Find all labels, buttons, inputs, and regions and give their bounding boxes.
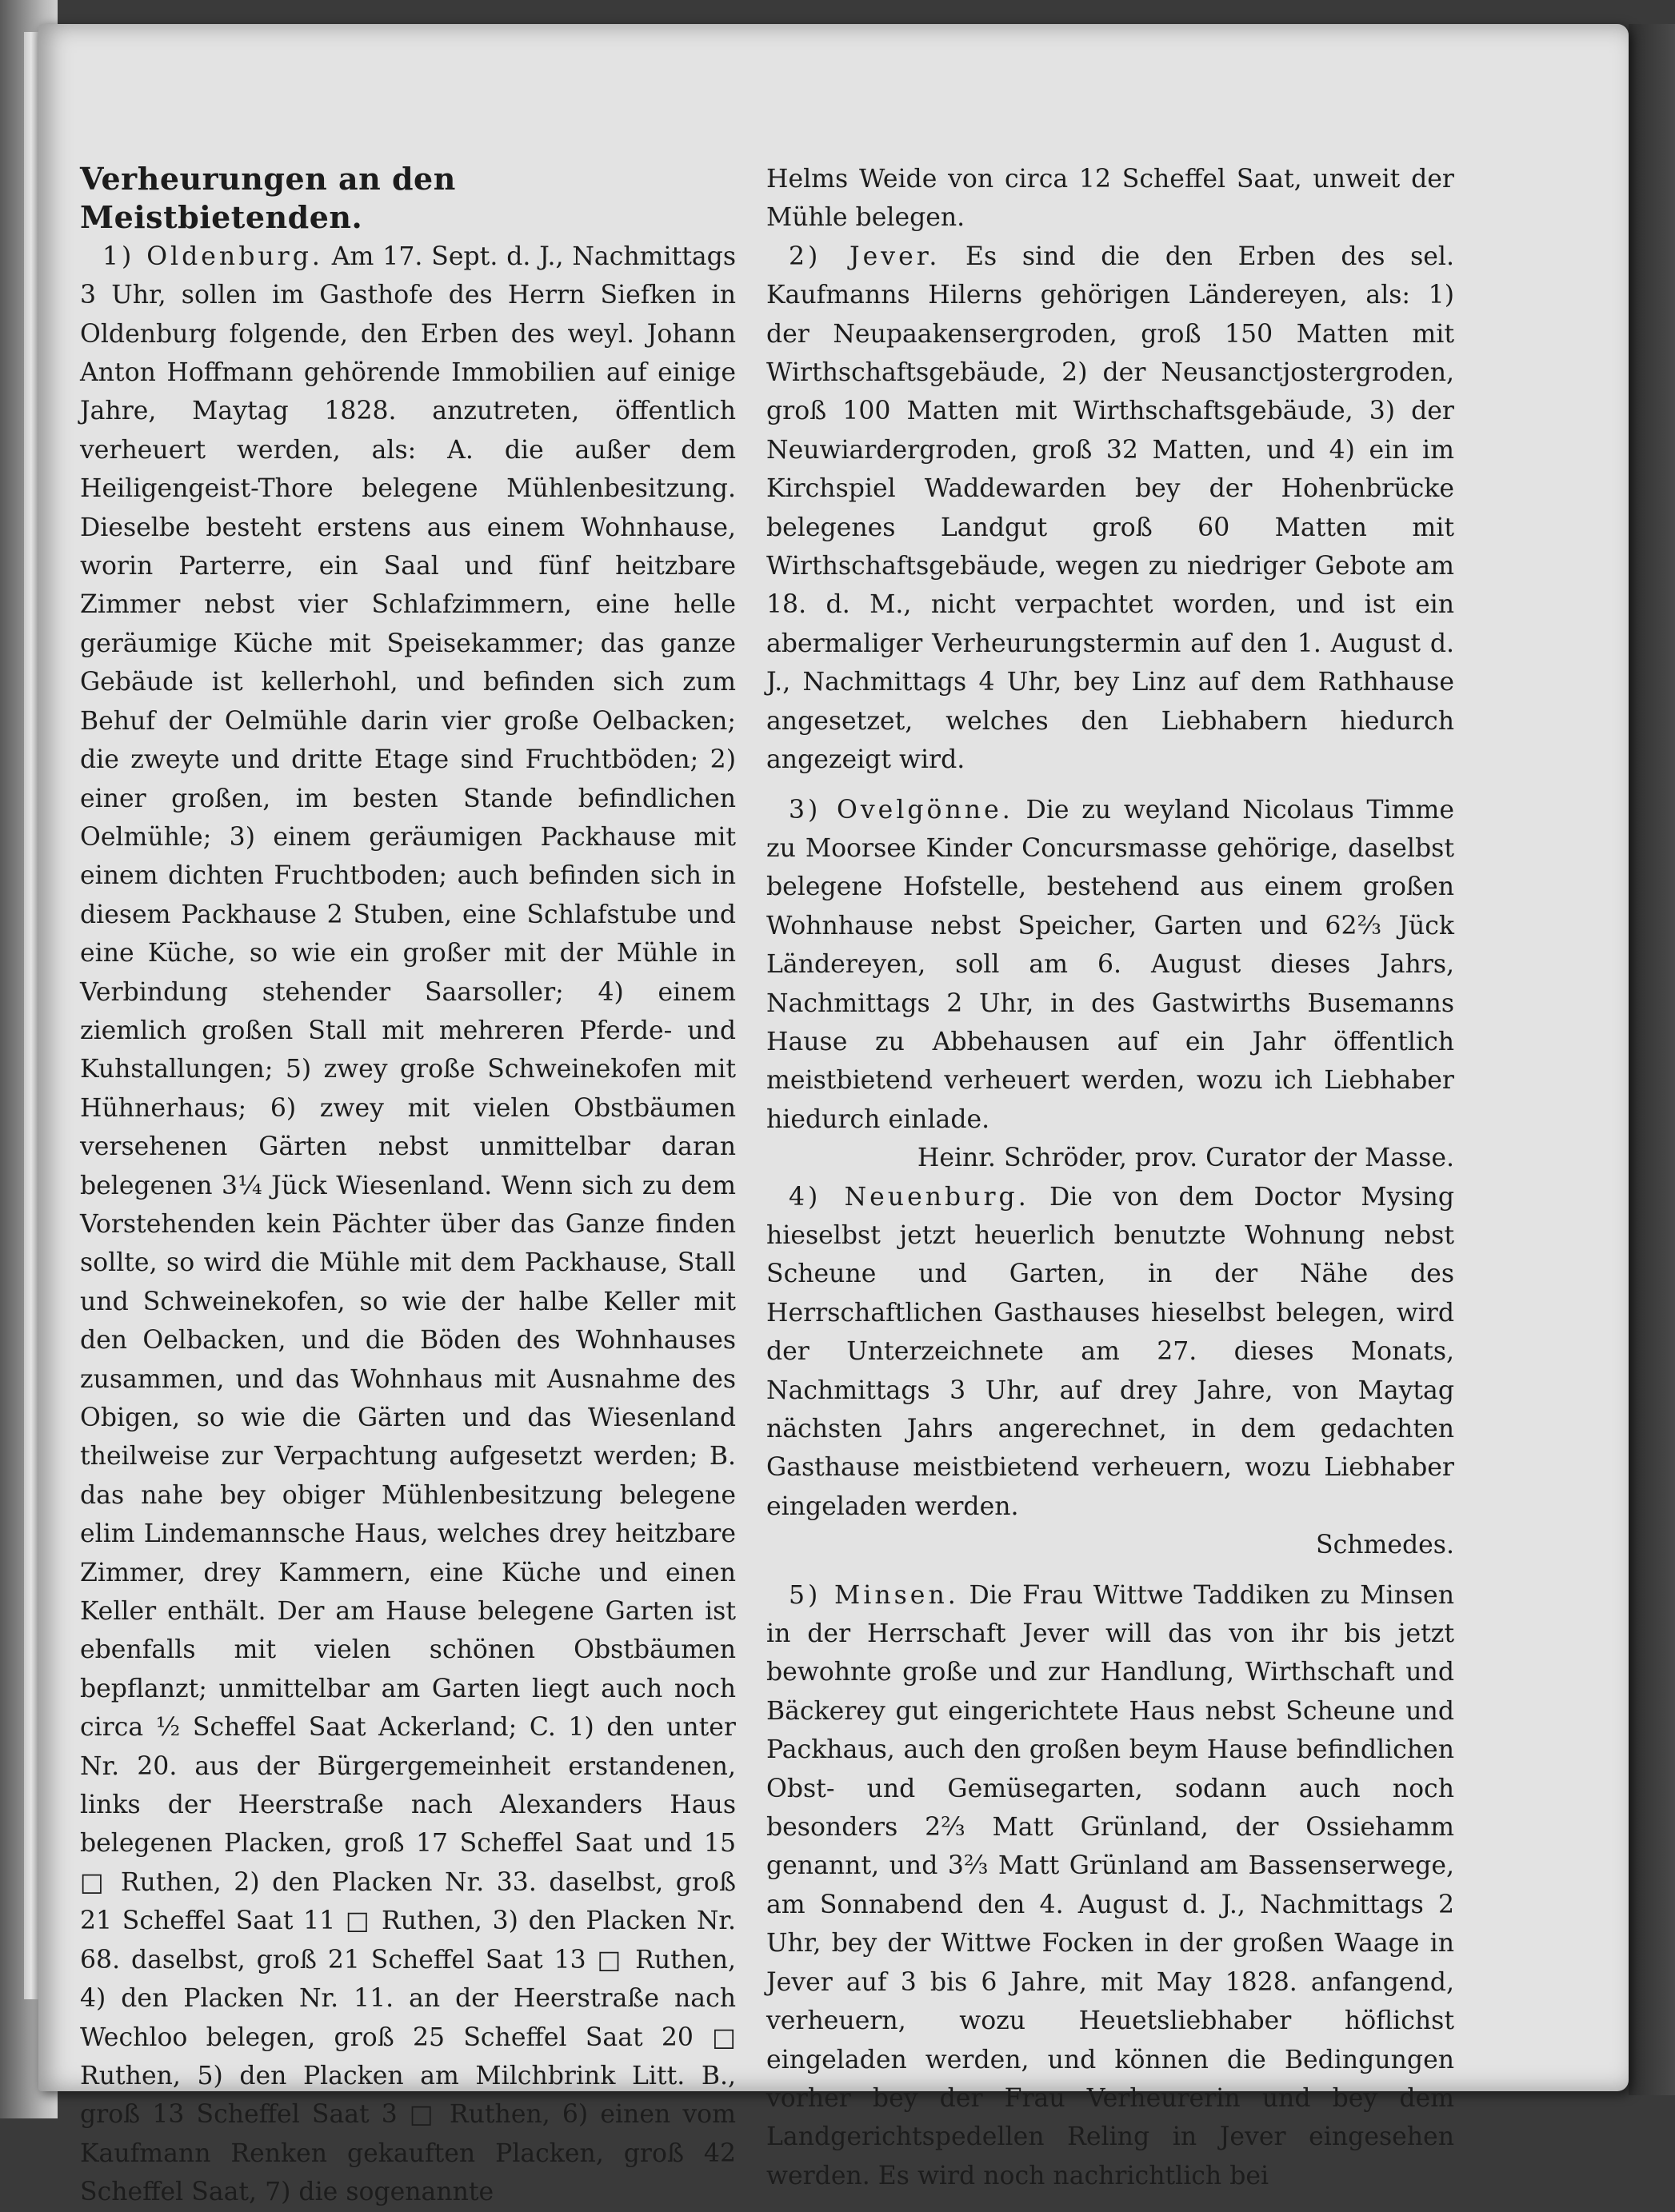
entry-place: 2) Jever. — [789, 242, 941, 271]
scan-background — [1629, 24, 1675, 2095]
entry-text: Am 17. Sept. d. J., Nachmittags 3 Uhr, sollen im Gasthofe des Herrn Siefken in Oldenburg folgende, den Erben des weyl. Johann Anton Hoffmann gehörende Immobilien auf einige Jahre, Maytag 1828. anzutreten, öffentlich verheuert werden, als: A. die außer dem Heiligengeist-Thore belegene Mühlenbesitzung. Dieselbe besteht erstens aus einem Wohnhause, worin Parterre, ein Saal und fünf heitzbare Zimmer nebst vier Schlafzimmern, eine helle geräumige Küche mit Speisekammer; das ganze Gebäude ist kellerhohl, und befinden sich zum Behuf der Oelmühle darin vier große Oelbacken; die zweyte und dritte Etage sind Fruchtböden; 2) einer großen, im besten Stande befindlichen Oelmühle; 3) einem geräumigen Packhause mit einem dichten Fruchtboden; auch befinden sich in diesem Packhause 2 Stuben, eine Schlafstube und eine Küche, so wie ein großer mit der Mühle in Verbindung stehender Saarsoller; 4) einem ziemlich großen Stall mit mehreren Pferde- und Kuhstallungen; 5) zwey große Schweinekofen mit Hühnerhaus; 6) zwey mit vielen Obstbäumen versehenen Gärten nebst unmittelbar daran belegenen 3¼ Jück Wiesenland. Wenn sich zu dem Vorstehenden kein Pächter über das Ganze finden sollte, so wird die Mühle mit dem Packhause, Stall und Schweinekofen, so wie der halbe Keller mit den Oelbacken, und die Böden des Wohnhauses zusammen, und das Wohnhaus mit Ausnahme des Obigen, so wie die Gärten und das Wiesenland theilweise zur Verpachtung aufgesetzt werden; B. das nahe bey obiger Mühlenbesitzung belegene elim Lindemannsche Haus, welches drey heitzbare Zimmer, drey Kammern, eine Küche und einen Keller enthält. Der am Hause belegene Garten ist ebenfalls mit vielen schönen Obstbäumen bepflanzt; unmittelbar am Garten liegt auch noch circa ½ Scheffel Saat Ackerland; C. 1) den unter Nr. 20. aus der Bürgergemeinheit erstandenen, links der Heerstraße nach Alexanders Haus belegenen Placken, groß 17 Scheffel Saat und 15 □ Ruthen, 2) den Placken Nr. 33. daselbst, groß 21 Scheffel Saat 11 □ Ruthen, 3) den Placken Nr. 68. daselbst, groß 21 Scheffel Saat 13 □ Ruthen, 4) den Placken Nr. 11. an der Heerstraße nach Wechloo belegen, groß 25 Scheffel Saat 20 □ Ruthen, 5) den Placken am Milchbrink Litt. B., groß 13 Scheffel Saat 3 □ Ruthen, 6) einen vom Kaufmann Renken gekauften Placken, groß 42 Scheffel Saat, 7) die sogenannte — [80, 242, 737, 2207]
left-column — [80, 160, 736, 2212]
entry-oldenburg-continued: Helms Weide von circa 12 Scheffel Saat, unweit der Mühle belegen. — [766, 165, 1454, 233]
entry-minsen — [766, 1576, 1454, 2196]
previous-page-edge — [24, 32, 39, 1999]
entry-neuenburg — [766, 1178, 1454, 1527]
entry-text: Die zu weyland Nicolaus Timme zu Moorsee Kinder Concursmasse gehörige, daselbst belegene Hofstelle, bestehend aus einem großen Wohnhause nebst Speicher, Garten und 62⅔ Jück Ländereyen, soll am 6. August dieses Jahrs, Nachmittags 2 Uhr, in des Gastwirths Busemanns Hause zu Abbehausen auf ein Jahr öffentlich meistbietend verheuert werden, wozu ich Liebhaber hiedurch einlade. — [766, 795, 1454, 1134]
document-page — [38, 24, 1629, 2207]
signature: Heinr. Schröder, prov. Curator der Masse. — [917, 1144, 1454, 1173]
entry-jever — [766, 238, 1454, 780]
entry-place: 1) Oldenburg. — [102, 242, 323, 271]
page-heading: Verheurungen an den Meistbietenden. — [80, 161, 456, 236]
entry-text: Die Frau Wittwe Taddiken zu Minsen in der Herrschaft Jever will das von ihr bis jetzt bewohnte große und zur Handlung, Wirthschaft und Bäckerey gut eingerichtete Haus nebst Scheune und Packhaus, auch den großen beym Hause befindlichen Obst- und Gemüsegarten, sodann auch noch besonders 2⅔ Matt Grünland, der Ossiehamm genannt, und 3⅔ Matt Grünland am Bassenserwege, am Sonnabend den 4. August d. J., Nachmittags 2 Uhr, bey der Wittwe Focken in der großen Waage in Jever auf 3 bis 6 Jahre, mit May 1828. anfangend, verheuern, wozu Heuetsliebhaber höflichst eingeladen werden, und können die Bedingungen vorher bey der Frau Verheurerin und bey dem Landgerichtspedellen Reling in Jever eingesehen werden. Es wird noch nachrichtlich bei — [766, 1580, 1454, 2190]
entry-oldenburg — [80, 238, 736, 2212]
right-column — [766, 160, 1454, 2195]
signature: Schmedes. — [1315, 1531, 1454, 1560]
entry-text: Die von dem Doctor Mysing hieselbst jetzt heuerlich benutzte Wohnung nebst Scheune und Garten, in der Nähe des Herrschaftlichen Gasthauses hieselbst belegen, wird der Unterzeichnete am 27. dieses Monats, Nachmittags 3 Uhr, auf drey Jahre, von Maytag nächsten Jahrs angerechnet, in dem gedachten Gasthause meistbietend verheuern, wozu Liebhaber eingeladen werden. — [766, 1182, 1454, 1521]
entry-ovelgoenne — [766, 791, 1454, 1140]
entry-place: 5) Minsen. — [789, 1580, 959, 1610]
entry-place: 4) Neuenburg. — [789, 1182, 1029, 1212]
entry-text: Es sind die den Erben des sel. Kaufmanns Hilerns gehörigen Ländereyen, als: 1) der Neupaakensergroden, groß 150 Matten mit Wirthschaftsgebäude, 2) der Neusanctjostergroden, groß 100 Matten mit Wirthschaftsgebäude, 3) der Neuwiardergroden, groß 32 Matten, und 4) ein im Kirchspiel Waddewarden bey der Hohenbrücke belegenes Landgut groß 60 Matten mit Wirthschaftsgebäude, wegen zu niedriger Gebote am 18. d. M., nicht verpachtet worden, und ist ein abermaliger Verheurungstermin auf den 1. August d. J., Nachmittags 4 Uhr, bey Linz auf dem Rathhause angesetzet, welches den Liebhabern hiedurch angezeigt wird. — [766, 242, 1454, 775]
entry-place: 3) Ovelgönne. — [789, 795, 1013, 825]
